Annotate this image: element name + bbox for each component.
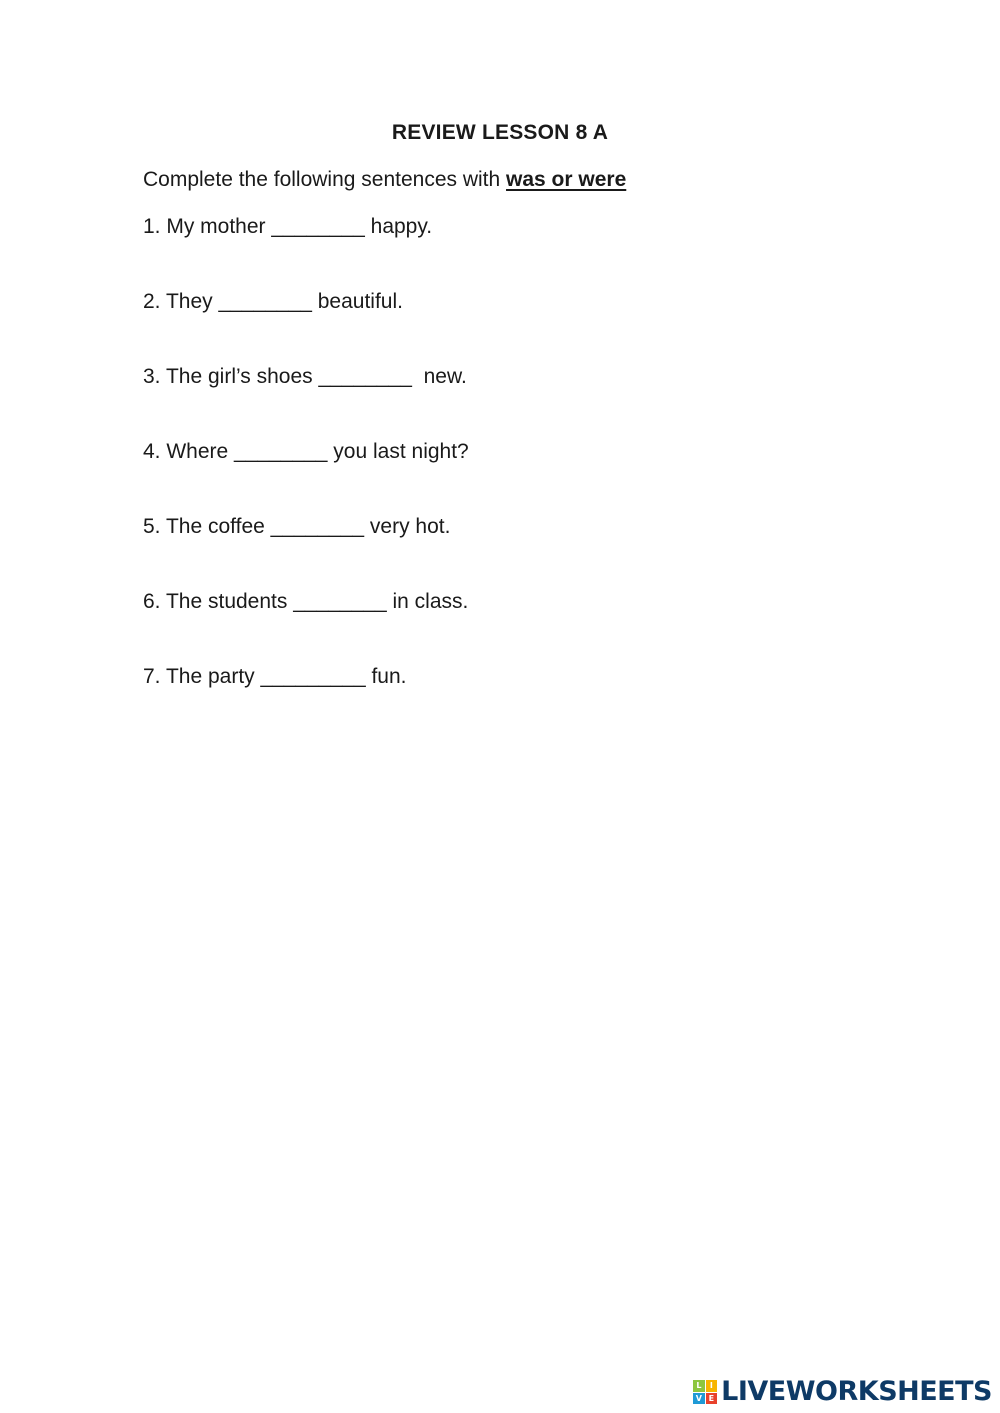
question-1[interactable]: 1. My mother ________ happy. — [143, 215, 433, 238]
question-3[interactable]: 3. The girl’s shoes ________ new. — [143, 365, 467, 388]
question-5[interactable]: 5. The coffee ________ very hot. — [143, 515, 451, 538]
question-2[interactable]: 2. They ________ beautiful. — [143, 290, 403, 313]
question-4[interactable]: 4. Where ________ you last night? — [143, 440, 469, 463]
question-list — [143, 213, 469, 738]
instruction-emphasis: was or were — [506, 168, 627, 191]
instruction-prefix: Complete the following sentences with — [143, 168, 507, 191]
instruction-text — [143, 168, 626, 192]
liveworksheets-brand — [693, 1377, 992, 1407]
brand-logo-text: LIVEWORKSHEETS — [721, 1376, 992, 1407]
question-7[interactable]: 7. The party _________ fun. — [143, 665, 407, 688]
worksheet-title: REVIEW LESSON 8 A — [391, 121, 609, 144]
liveworksheets-logo-icon: L I V E — [693, 1380, 717, 1404]
question-6[interactable]: 6. The students ________ in class. — [143, 590, 469, 613]
